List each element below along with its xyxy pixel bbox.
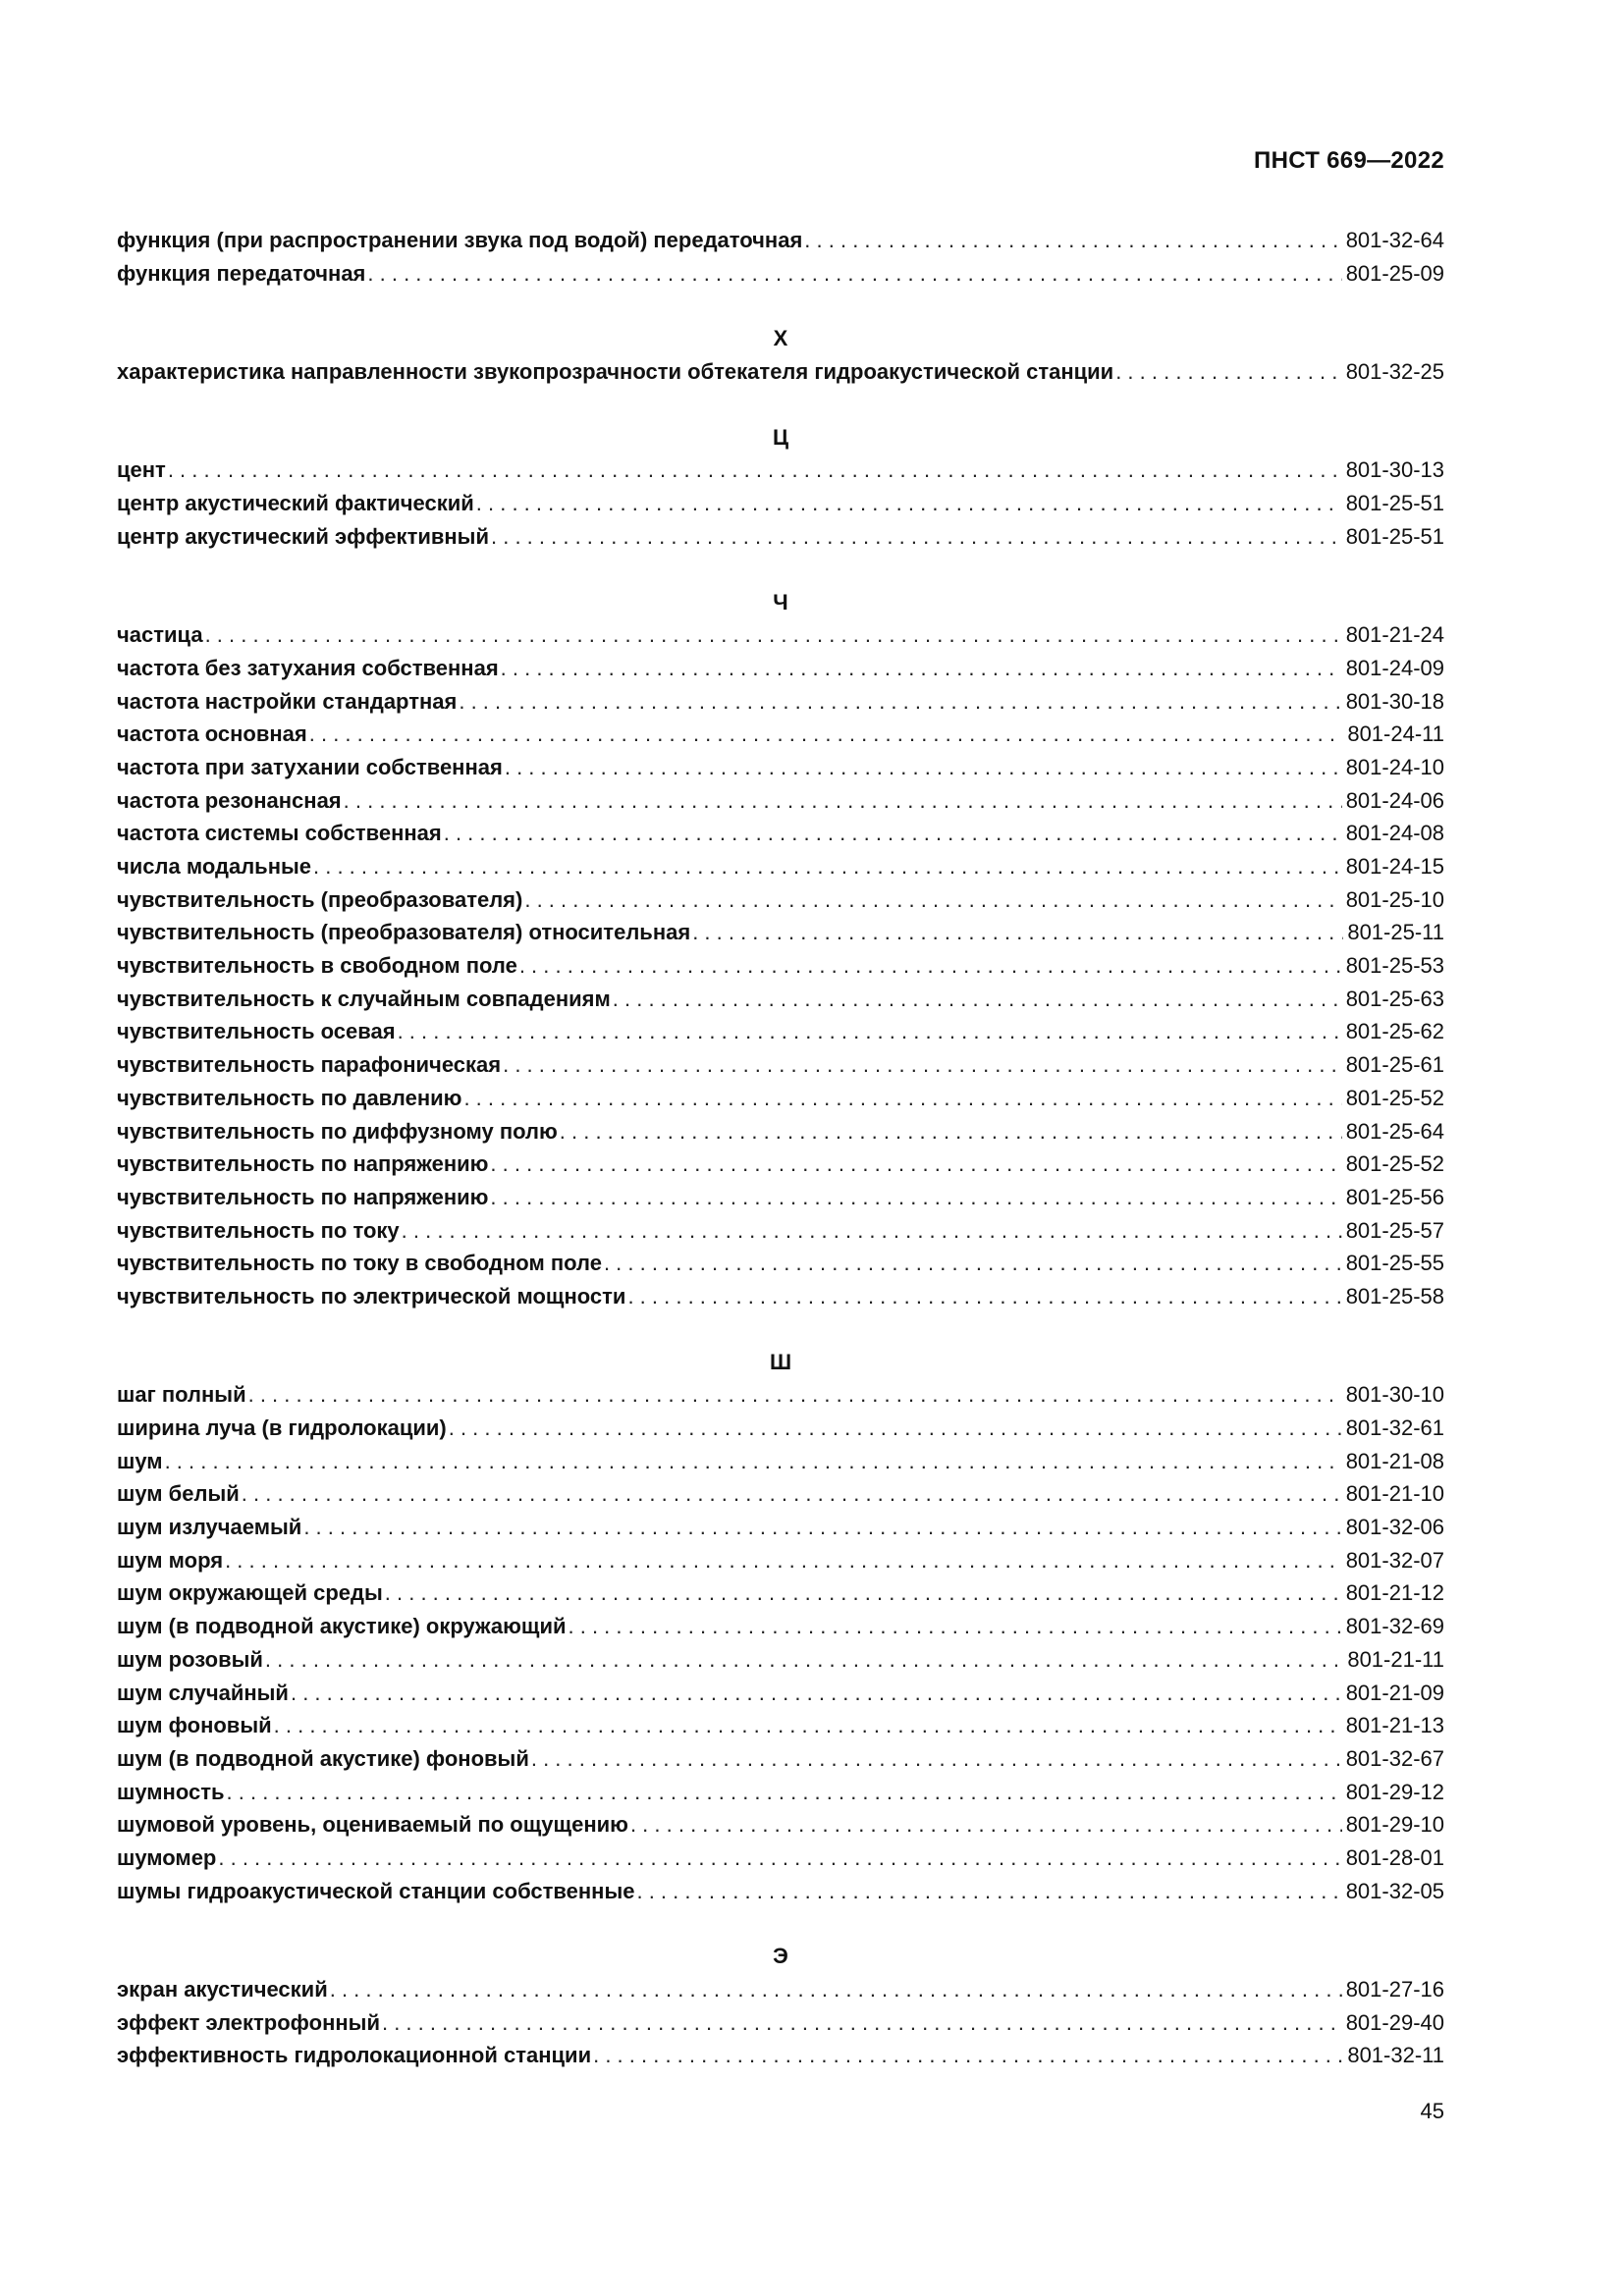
dot-leader (168, 454, 1342, 487)
dot-leader (398, 1015, 1342, 1048)
index-entry (117, 618, 1444, 652)
entry-term: чувствительность осевая (117, 1019, 396, 1044)
section-letter: Ц (772, 424, 789, 450)
index-entry (117, 983, 1444, 1016)
dot-leader (309, 718, 1344, 751)
index-entry (117, 1709, 1444, 1742)
section-letter: Х (773, 326, 788, 351)
entry-term: центр акустический эффективный (117, 523, 489, 549)
dot-leader (501, 652, 1342, 685)
entry-code: 801-25-11 (1347, 920, 1444, 945)
dot-leader (593, 2039, 1343, 2072)
dot-leader (519, 949, 1342, 983)
dot-leader (531, 1742, 1342, 1776)
index-entry (117, 1677, 1444, 1710)
section-letter: Ш (769, 1349, 792, 1374)
entry-term: чувствительность к случайным совпадениям (117, 986, 611, 1011)
index-entry (117, 916, 1444, 949)
index-entry (117, 1544, 1444, 1577)
entry-term: эффективность гидролокационной станции (117, 2043, 592, 2068)
entry-term: частота без затухания собственная (117, 655, 499, 680)
document-id: ПНСТ 669—2022 (1254, 147, 1444, 174)
entry-code: 801-32-06 (1345, 1515, 1444, 1540)
entry-term: числа модальные (117, 854, 311, 879)
index-entry (117, 520, 1444, 554)
entry-term: чувствительность по давлению (117, 1085, 462, 1110)
entry-code: 801-25-53 (1345, 953, 1444, 979)
entry-term: чувствительность по напряжению (117, 1184, 489, 1209)
entry-term: шумовой уровень, оцениваемый по ощущению (117, 1812, 628, 1838)
dot-leader (490, 1181, 1341, 1214)
entry-code: 801-25-52 (1345, 1151, 1444, 1177)
entry-term: чувствительность по току в свободном поле (117, 1251, 602, 1276)
index-section (117, 1346, 1444, 1908)
entry-code: 801-24-08 (1345, 821, 1444, 846)
entry-code: 801-24-11 (1347, 721, 1444, 747)
entry-term: чувствительность по току (117, 1217, 400, 1243)
index-entry (117, 1973, 1444, 2006)
dot-leader (560, 1115, 1342, 1148)
entry-term: частица (117, 622, 203, 648)
entry-code: 801-32-07 (1345, 1547, 1444, 1573)
entry-term: шумность (117, 1779, 225, 1804)
dot-leader (459, 685, 1341, 719)
entry-code: 801-25-10 (1345, 886, 1444, 912)
index-entry (117, 1842, 1444, 1875)
entry-code: 801-29-40 (1345, 2009, 1444, 2035)
index-entry (117, 1115, 1444, 1148)
entry-term: чувствительность по диффузному полю (117, 1118, 558, 1144)
index-section (117, 224, 1444, 290)
index-entry (117, 652, 1444, 685)
entry-code: 801-25-62 (1345, 1019, 1444, 1044)
index-entry (117, 2039, 1444, 2072)
entry-term: шум фоновый (117, 1713, 272, 1738)
entry-code: 801-24-15 (1345, 854, 1444, 879)
entry-code: 801-32-61 (1345, 1415, 1444, 1440)
entry-code: 801-21-12 (1345, 1580, 1444, 1606)
index-entry (117, 1875, 1444, 1908)
dot-leader (568, 1610, 1342, 1643)
entry-term: частота основная (117, 721, 307, 747)
index-entry (117, 949, 1444, 983)
entry-code: 801-21-08 (1345, 1448, 1444, 1473)
dot-leader (165, 1445, 1342, 1478)
entry-code: 801-29-10 (1345, 1812, 1444, 1838)
entry-term: цент (117, 457, 166, 483)
dot-leader (476, 487, 1342, 520)
entry-term: чувствительность по электрической мощности (117, 1283, 626, 1308)
index-entry (117, 2006, 1444, 2040)
entry-term: шумомер (117, 1844, 217, 1870)
index-entry (117, 817, 1444, 850)
entry-code: 801-25-61 (1345, 1052, 1444, 1078)
index-entry (117, 1477, 1444, 1511)
index-entry (117, 1412, 1444, 1445)
index-entry (117, 1048, 1444, 1082)
entry-code: 801-24-09 (1345, 655, 1444, 680)
entry-term: функция передаточная (117, 260, 366, 286)
entry-code: 801-25-52 (1345, 1085, 1444, 1110)
index-entry (117, 1247, 1444, 1280)
index-entry (117, 1610, 1444, 1643)
entry-code: 801-32-11 (1347, 2043, 1444, 2068)
index-entry (117, 1015, 1444, 1048)
index-entry (117, 355, 1444, 389)
entry-term: чувствительность по напряжению (117, 1151, 489, 1177)
entry-term: центр акустический фактический (117, 491, 474, 516)
entry-term: частота настройки стандартная (117, 688, 458, 714)
entry-term: шаг полный (117, 1382, 246, 1408)
index-entry (117, 487, 1444, 520)
entry-code: 801-29-12 (1345, 1779, 1444, 1804)
entry-term: экран акустический (117, 1977, 328, 2002)
dot-leader (382, 2006, 1342, 2040)
index-entry (117, 784, 1444, 818)
index-section (117, 1940, 1444, 2072)
entry-code: 801-24-06 (1345, 787, 1444, 813)
entry-code: 801-30-13 (1345, 457, 1444, 483)
entry-code: 801-25-57 (1345, 1217, 1444, 1243)
dot-leader (274, 1709, 1342, 1742)
index-entry (117, 224, 1444, 257)
entry-term: шум излучаемый (117, 1515, 302, 1540)
entry-term: шум случайный (117, 1680, 289, 1705)
entry-code: 801-25-09 (1345, 260, 1444, 286)
entry-term: ширина луча (в гидролокации) (117, 1415, 447, 1440)
dot-leader (1115, 355, 1341, 389)
dot-leader (242, 1477, 1342, 1511)
index-entry (117, 1511, 1444, 1544)
entry-term: шум белый (117, 1481, 240, 1507)
term-index (117, 224, 1444, 2105)
entry-term: чувствительность парафоническая (117, 1052, 502, 1078)
index-entry (117, 1181, 1444, 1214)
entry-code: 801-25-51 (1345, 491, 1444, 516)
entry-code: 801-27-16 (1345, 1977, 1444, 2002)
entry-code: 801-30-10 (1345, 1382, 1444, 1408)
dot-leader (636, 1875, 1341, 1908)
entry-term: шум розовый (117, 1646, 263, 1672)
entry-code: 801-32-64 (1345, 228, 1444, 252)
entry-term: частота системы собственная (117, 821, 442, 846)
index-entry (117, 1148, 1444, 1181)
index-entry (117, 1776, 1444, 1809)
entry-code: 801-32-25 (1345, 359, 1444, 385)
entry-term: шумы гидроакустической станции собственные (117, 1878, 635, 1903)
dot-leader (291, 1677, 1342, 1710)
index-section (117, 421, 1444, 554)
dot-leader (627, 1280, 1341, 1313)
entry-term: функция (при распространении звука под водой) передаточная (117, 228, 803, 252)
entry-term: чувствительность (преобразователя) (117, 886, 523, 912)
dot-leader (330, 1973, 1342, 2006)
dot-leader (225, 1544, 1342, 1577)
entry-term: характеристика направленности звукопрозрачности обтекателя гидроакустической станции (117, 359, 1114, 385)
entry-term: шум окружающей среды (117, 1580, 383, 1606)
page-number: 45 (1420, 2099, 1444, 2123)
entry-term: чувствительность в свободном поле (117, 953, 517, 979)
dot-leader (503, 1048, 1342, 1082)
entry-code: 801-21-10 (1345, 1481, 1444, 1507)
dot-leader (218, 1842, 1341, 1875)
index-entry (117, 1643, 1444, 1677)
entry-code: 801-25-63 (1345, 986, 1444, 1011)
index-entry (117, 1576, 1444, 1610)
index-entry (117, 850, 1444, 883)
dot-leader (804, 224, 1341, 257)
entry-code: 801-24-10 (1345, 754, 1444, 779)
section-letter: Ч (773, 589, 788, 614)
entry-term: чувствительность (преобразователя) относительная (117, 920, 691, 945)
index-entry (117, 1280, 1444, 1313)
entry-code: 801-28-01 (1345, 1844, 1444, 1870)
dot-leader (367, 257, 1341, 291)
index-entry (117, 1808, 1444, 1842)
dot-leader (463, 1082, 1341, 1115)
dot-leader (385, 1576, 1342, 1610)
index-entry (117, 454, 1444, 487)
entry-code: 801-21-24 (1345, 622, 1444, 648)
index-section (117, 322, 1444, 388)
entry-code: 801-21-11 (1347, 1646, 1444, 1672)
entry-code: 801-25-58 (1345, 1283, 1444, 1308)
entry-term: шум (117, 1448, 163, 1473)
entry-code: 801-25-51 (1345, 523, 1444, 549)
entry-code: 801-25-55 (1345, 1251, 1444, 1276)
dot-leader (490, 1148, 1341, 1181)
dot-leader (303, 1511, 1341, 1544)
dot-leader (205, 618, 1342, 652)
dot-leader (505, 751, 1342, 784)
index-entry (117, 1445, 1444, 1478)
dot-leader (613, 983, 1342, 1016)
entry-code: 801-25-64 (1345, 1118, 1444, 1144)
index-entry (117, 1082, 1444, 1115)
dot-leader (344, 784, 1342, 818)
index-entry (117, 751, 1444, 784)
index-entry (117, 685, 1444, 719)
dot-leader (524, 883, 1341, 917)
index-entry (117, 718, 1444, 751)
index-entry (117, 1742, 1444, 1776)
dot-leader (692, 916, 1343, 949)
index-entry (117, 1214, 1444, 1248)
entry-term: шум моря (117, 1547, 224, 1573)
entry-term: шум (в подводной акустике) окружающий (117, 1614, 567, 1639)
index-entry (117, 1378, 1444, 1412)
dot-leader (313, 850, 1342, 883)
dot-leader (630, 1808, 1342, 1842)
entry-code: 801-21-09 (1345, 1680, 1444, 1705)
dot-leader (491, 520, 1342, 554)
dot-leader (402, 1214, 1342, 1248)
dot-leader (444, 817, 1342, 850)
dot-leader (248, 1378, 1342, 1412)
index-entry (117, 257, 1444, 291)
entry-code: 801-32-05 (1345, 1878, 1444, 1903)
entry-term: эффект электрофонный (117, 2009, 380, 2035)
entry-code: 801-21-13 (1345, 1713, 1444, 1738)
dot-leader (449, 1412, 1342, 1445)
index-section (117, 586, 1444, 1313)
dot-leader (604, 1247, 1342, 1280)
entry-code: 801-25-56 (1345, 1184, 1444, 1209)
entry-code: 801-32-69 (1345, 1614, 1444, 1639)
entry-code: 801-32-67 (1345, 1745, 1444, 1771)
section-letter: Э (773, 1944, 788, 1969)
entry-code: 801-30-18 (1345, 688, 1444, 714)
dot-leader (265, 1643, 1343, 1677)
entry-term: частота резонансная (117, 787, 342, 813)
entry-term: частота при затухании собственная (117, 754, 503, 779)
dot-leader (227, 1776, 1342, 1809)
entry-term: шум (в подводной акустике) фоновый (117, 1745, 529, 1771)
index-entry (117, 883, 1444, 917)
